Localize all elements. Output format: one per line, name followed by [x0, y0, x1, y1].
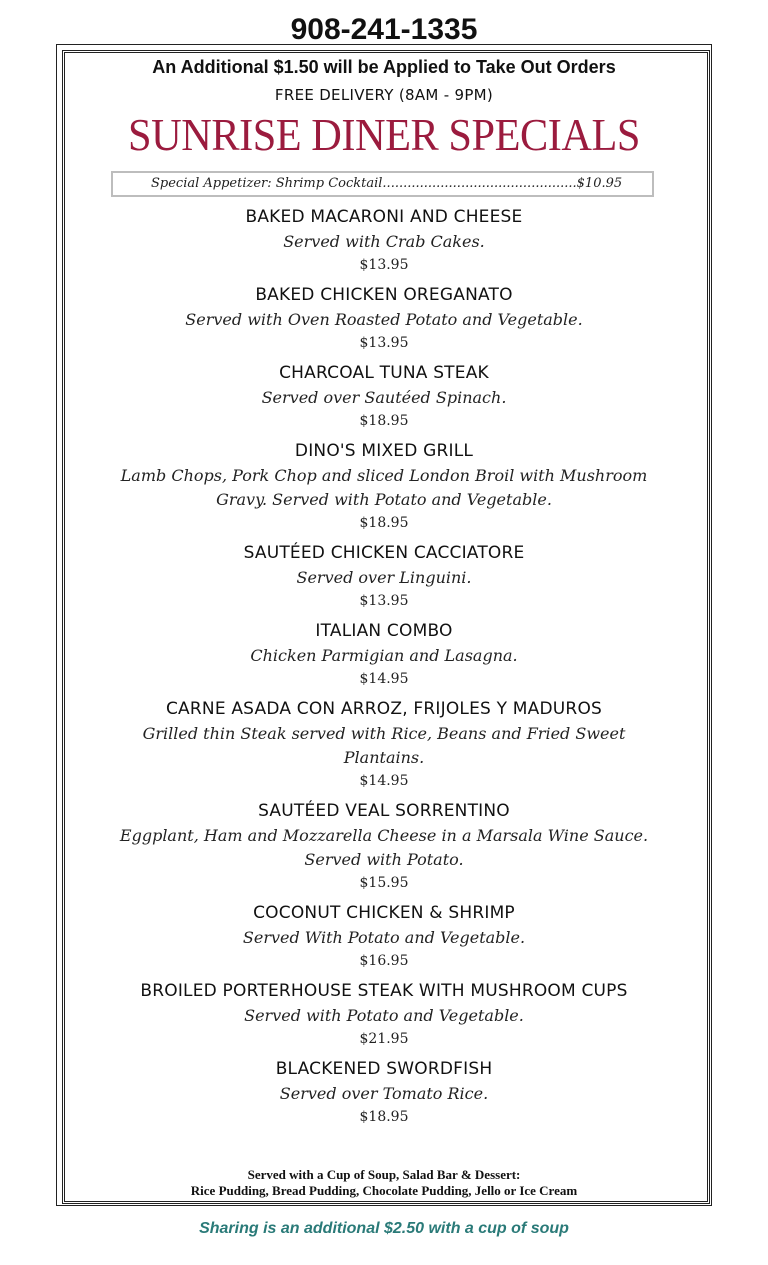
item-price: $14.95 — [359, 773, 409, 789]
item-description: Served with Potato and Vegetable. — [244, 1006, 524, 1025]
specials-list — [100, 204, 668, 1134]
item-name: BAKED CHICKEN OREGANATO — [255, 285, 513, 305]
delivery-hours: FREE DELIVERY (8AM - 9PM) — [274, 86, 494, 104]
item-description: Grilled thin Steak served with Rice, Beans and Fried Sweet Plantains. — [142, 724, 626, 767]
menu-item — [100, 978, 668, 1050]
takeout-note: An Additional $1.50 will be Applied to Take Out Orders — [152, 57, 616, 77]
item-description: Chicken Parmigian and Lasagna. — [250, 646, 518, 665]
sharing-note: Sharing is an additional $2.50 with a cup of soup — [199, 1220, 569, 1237]
item-price: $21.95 — [359, 1031, 409, 1047]
menu-item — [100, 282, 668, 354]
item-name: DINO'S MIXED GRILL — [294, 441, 474, 461]
menu-item — [100, 798, 668, 894]
item-description: Served with Oven Roasted Potato and Vegetable. — [185, 310, 583, 329]
item-price: $13.95 — [359, 257, 409, 273]
item-name: CHARCOAL TUNA STEAK — [279, 363, 489, 383]
item-name: COCONUT CHICKEN & SHRIMP — [253, 903, 515, 923]
item-price: $15.95 — [359, 875, 409, 891]
menu-item — [100, 618, 668, 690]
phone-number: 908-241-1335 — [290, 13, 478, 46]
includes-note-line2: Rice Pudding, Bread Pudding, Chocolate Pudding, Jello or Ice Cream — [190, 1183, 578, 1198]
menu-item — [100, 696, 668, 792]
menu-item — [100, 1056, 668, 1128]
item-price: $16.95 — [359, 953, 409, 969]
item-name: BAKED MACARONI AND CHEESE — [245, 207, 523, 227]
item-price: $13.95 — [359, 335, 409, 351]
menu-item — [100, 540, 668, 612]
menu-title: SUNRISE DINER SPECIALS — [128, 109, 640, 160]
item-description: Served With Potato and Vegetable. — [242, 928, 526, 947]
menu-item — [100, 438, 668, 534]
item-description: Served over Tomato Rice. — [279, 1084, 489, 1103]
menu-item — [100, 900, 668, 972]
item-name: ITALIAN COMBO — [315, 621, 453, 641]
item-description: Eggplant, Ham and Mozzarella Cheese in a Marsala Wine Sauce. Served with Potato. — [119, 826, 649, 869]
item-description: Served over Sautéed Spinach. — [261, 388, 507, 407]
item-name: CARNE ASADA CON ARROZ, FRIJOLES Y MADUROS — [165, 699, 603, 719]
menu-item — [100, 360, 668, 432]
special-appetizer-box: Special Appetizer: Shrimp Cocktail...............................................$10.95 — [111, 171, 654, 197]
item-price: $14.95 — [359, 671, 409, 687]
menu-item — [100, 204, 668, 276]
item-description: Served over Linguini. — [296, 568, 472, 587]
item-name: BLACKENED SWORDFISH — [275, 1059, 493, 1079]
item-name: SAUTÉED CHICKEN CACCIATORE — [243, 543, 525, 563]
includes-note-line1: Served with a Cup of Soup, Salad Bar & Dessert: — [247, 1167, 521, 1182]
item-name: SAUTÉED VEAL SORRENTINO — [258, 801, 510, 821]
item-price: $18.95 — [359, 1109, 409, 1125]
item-description: Lamb Chops, Pork Chop and sliced London Broil with Mushroom Gravy. Served with Potato and Vegetable. — [120, 466, 648, 509]
item-price: $18.95 — [359, 515, 409, 531]
item-description: Served with Crab Cakes. — [283, 232, 485, 251]
item-price: $13.95 — [359, 593, 409, 609]
item-name: BROILED PORTERHOUSE STEAK WITH MUSHROOM CUPS — [140, 981, 628, 1001]
item-price: $18.95 — [359, 413, 409, 429]
